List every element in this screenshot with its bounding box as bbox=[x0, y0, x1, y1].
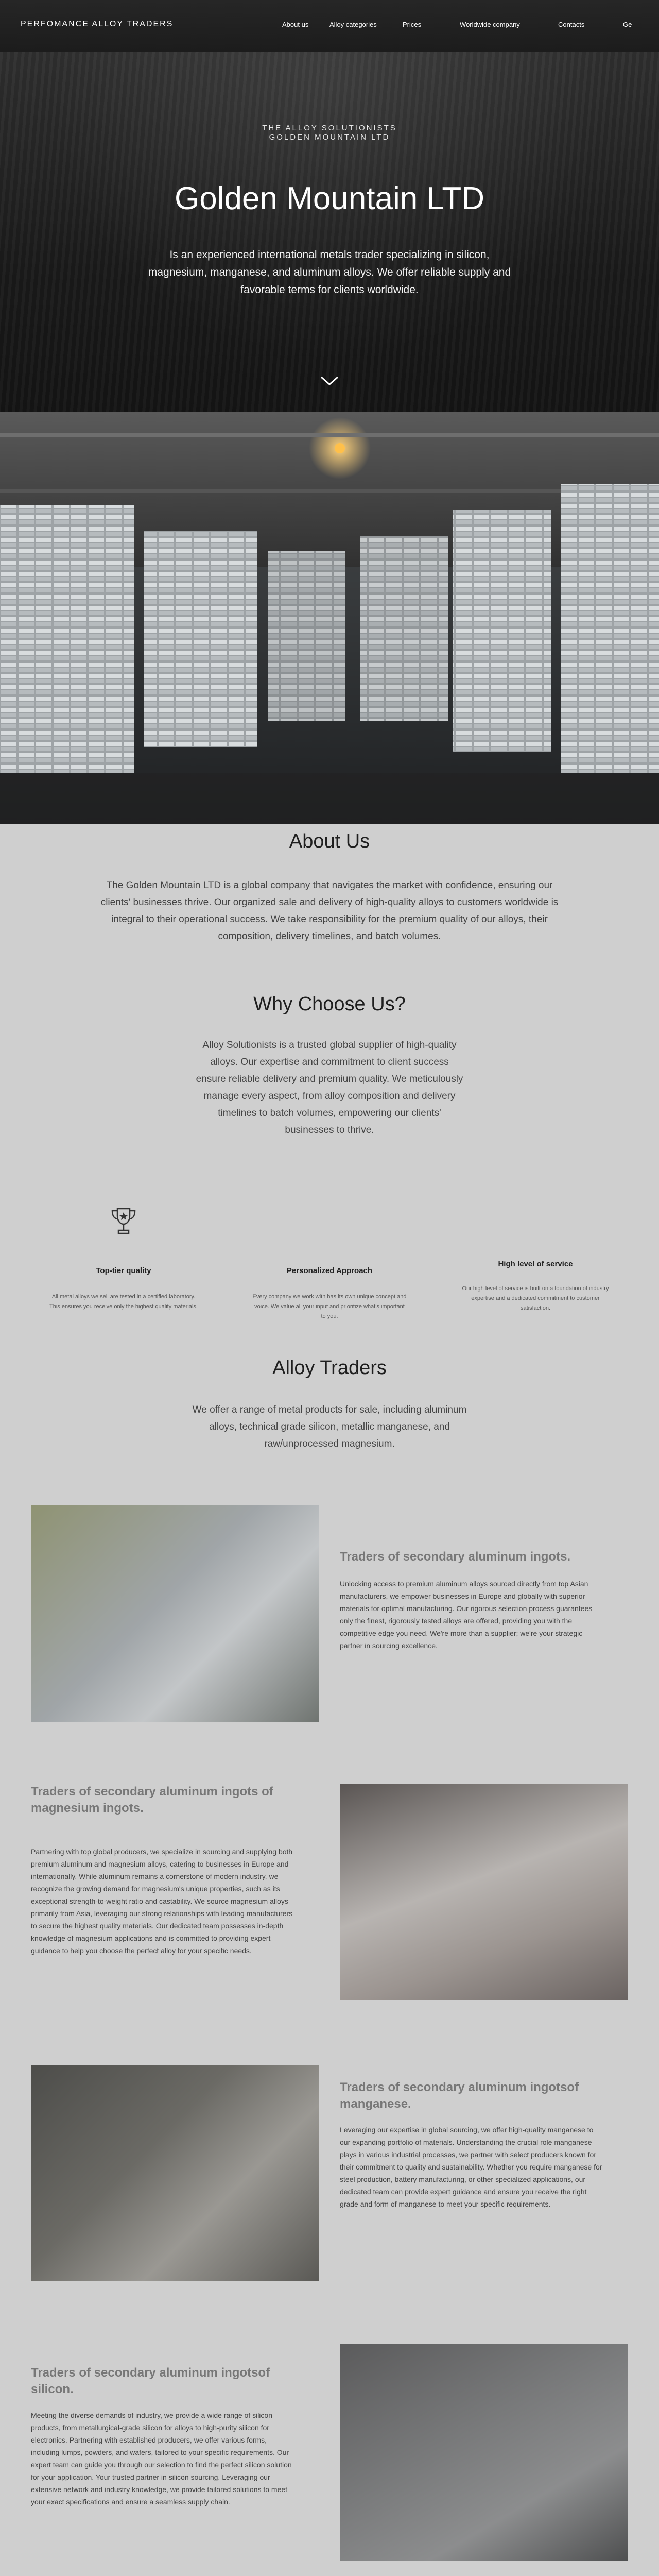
card-text-magnesium: Partnering with top global producers, we specialize in sourcing and supplying both premium aluminum and magnesium alloys, catering to businesses in Europe and internationally. While aluminum remains a cornerstone of modern industry, we recognize the growing demand for magnesium's unique properties, such as its exceptional strength-to-weight ratio and castability. We source magnesium alloys primarily from Asia, leveraging our strong relationships with leading manufacturers to secure the highest quality materials. Our dedicated team possesses in-depth knowledge of magnesium applications and is committed to providing expert guidance to help you choose the perfect alloy for your specific needs. bbox=[31, 1848, 293, 1955]
card-title-magnesium: Traders of secondary aluminum ingots of magnesium ingots. bbox=[31, 1785, 273, 1815]
silicon-image bbox=[340, 2344, 628, 2561]
brand-name[interactable]: PERFOMANCE ALLOY TRADERS bbox=[21, 20, 174, 28]
traders-title: Alloy Traders bbox=[272, 1357, 387, 1379]
nav-link-prices[interactable]: Prices bbox=[403, 21, 422, 28]
feature-title-quality: Top-tier quality bbox=[96, 1266, 151, 1275]
why-title: Why Choose Us? bbox=[253, 993, 406, 1015]
card-title-aluminum: Traders of secondary aluminum ingots. bbox=[340, 1550, 571, 1564]
card-text-manganese: Leveraging our expertise in global sourcing, we offer high-quality manganese to our expanding portfolio of materials. Understanding the crucial role manganese plays in various industrial processes, we partner with select producers known for their commitment to quality and sustainability. Whether you require manganese for steel production, battery manufacturing, or other specialized applications, our dedicated team can provide expert guidance and ensure you receive the right grade and form of manganese to meet your specific requirements. bbox=[340, 2126, 602, 2208]
nav-link-about[interactable]: About us bbox=[282, 21, 309, 28]
card-title-manganese: Traders of secondary aluminum ingotsof manganese. bbox=[340, 2080, 579, 2111]
nav-link-alloy-categories[interactable]: Alloy categories bbox=[330, 21, 377, 28]
chevron-down-icon[interactable] bbox=[319, 371, 340, 392]
feature-text-quality: All metal alloys we sell are tested in a certified laboratory. This ensures you receive only the highest quality materials. bbox=[49, 1294, 198, 1310]
why-text: Alloy Solutionists is a trusted global supplier of high-quality alloys. Our expertise and commitment to client success ensure reliable delivery and premium quality. We meticulously manage every aspect, from alloy composition and delivery timelines to batch volumes, empowering our clients' businesses to thrive. bbox=[196, 1040, 463, 1136]
aluminum-ingots-image bbox=[31, 1505, 319, 1722]
warehouse-photo bbox=[0, 412, 659, 824]
nav-link-worldwide-company[interactable]: Worldwide company bbox=[460, 21, 520, 28]
card-text-aluminum: Unlocking access to premium aluminum alloys sourced directly from top Asian manufacturers, we empower businesses in Europe and globally with superior materials for optimal manufacturing. Our rigorous selection process guarantees only the finest, rigorously tested alloys are offered, providing you with the competitive edge you need. We're more than a supplier; we're your strategic partner in sourcing excellence. bbox=[340, 1580, 593, 1650]
trophy-icon bbox=[109, 1207, 138, 1239]
hero-section bbox=[0, 52, 659, 412]
feature-title-service: High level of service bbox=[498, 1260, 573, 1268]
hero-eyebrow-line-1: THE ALLOY SOLUTIONISTS bbox=[262, 124, 397, 132]
card-text-silicon: Meeting the diverse demands of industry, we provide a wide range of silicon products, from metallurgical-grade silicon for alloys to high-purity silicon for electronics. Partnering with established producers, we offer various forms, including lumps, powders, and wafers, tailored to your specific requirements. Our expert team can guide you through our selection to find the perfect silicon solution for your application. Your trusted partner in silicon sourcing. Leveraging our extensive network and industry knowledge, we provide tailored solutions to meet your exact specifications and ensure a seamless supply chain. bbox=[31, 2411, 292, 2506]
about-title: About Us bbox=[289, 831, 370, 852]
hero-eyebrow-line-2: GOLDEN MOUNTAIN LTD bbox=[269, 133, 390, 142]
nav-link-contacts[interactable]: Contacts bbox=[558, 21, 585, 28]
hero-subtitle: Is an experienced international metals trader specializing in silicon, magnesium, manganese, and aluminum alloys. We offer reliable supply and favorable terms for clients worldwide. bbox=[148, 249, 511, 296]
about-text: The Golden Mountain LTD is a global company that navigates the market with confidence, ensuring our clients' businesses thrive. Our organized sale and delivery of high-quality alloys to customers worldwide is integral to their operational success. We take responsibility for the premium quality of our alloys, their composition, delivery timelines, and batch volumes. bbox=[100, 880, 559, 942]
magnesium-ingots-image bbox=[340, 1784, 628, 2000]
top-navbar bbox=[0, 0, 659, 52]
card-title-silicon: Traders of secondary aluminum ingotsof silicon. bbox=[31, 2366, 270, 2396]
nav-link-language[interactable]: Ge bbox=[623, 21, 632, 28]
traders-text: We offer a range of metal products for sale, including aluminum alloys, technical grade silicon, metallic manganese, and raw/unprocessed magnesium. bbox=[192, 1404, 467, 1449]
feature-text-service: Our high level of service is built on a foundation of industry expertise and a dedicated commitment to customer satisfaction. bbox=[462, 1285, 609, 1311]
hero-title: Golden Mountain LTD bbox=[175, 181, 484, 216]
feature-title-personalized: Personalized Approach bbox=[286, 1266, 373, 1275]
warehouse-illustration bbox=[0, 412, 659, 824]
manganese-image bbox=[31, 2065, 319, 2281]
feature-text-personalized: Every company we work with has its own unique concept and voice. We value all your input and prioritize what's important to you. bbox=[252, 1294, 407, 1319]
